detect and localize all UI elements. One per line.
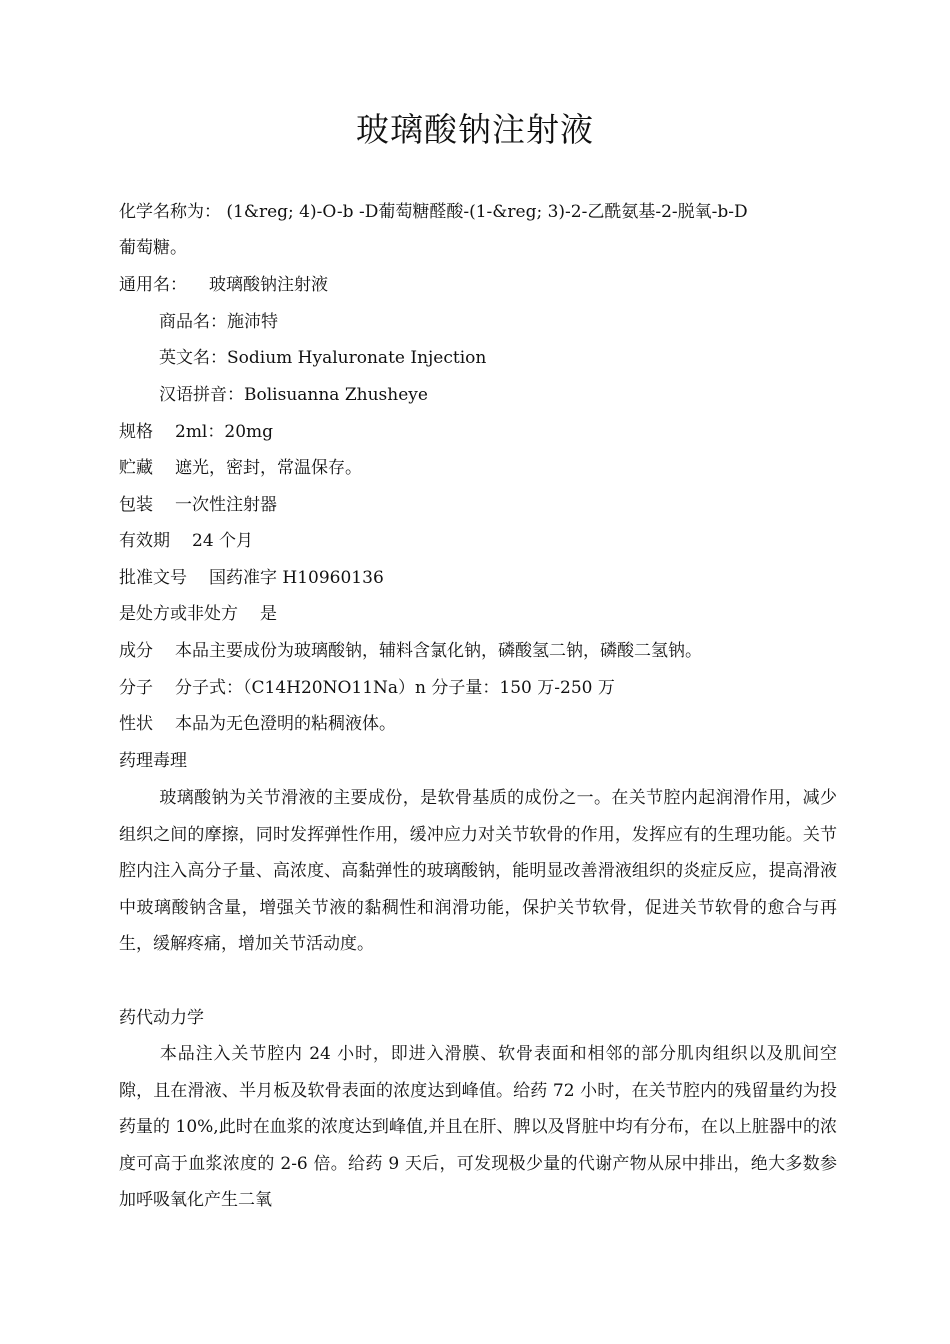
- pharmacology-heading: 药理毒理: [119, 751, 187, 771]
- generic-name-value: 玻璃酸钠注射液: [209, 275, 328, 295]
- generic-name-row: [119, 273, 849, 297]
- storage-row: [119, 456, 849, 480]
- package-row: [119, 493, 849, 517]
- appearance-value: 本品为无色澄明的粘稠液体。: [175, 714, 396, 734]
- pinyin-name: 汉语拼音：Bolisuanna Zhusheye: [159, 385, 428, 405]
- pharmacology-text: 玻璃酸钠为关节滑液的主要成份，是软骨基质的成份之一。在关节腔内起润滑作用，减少组织之间的摩擦，同时发挥弹性作用，缓冲应力对关节软骨的作用，发挥应有的生理功能。关节腔内注入高分子量、高浓度、高黏弹性的玻璃酸钠，能明显改善滑液组织的炎症反应，提高滑液中玻璃酸钠含量，增强关节液的黏稠性和润滑功能，保护关节软骨，促进关节软骨的愈合与再生，缓解疼痛，增加关节活动度。: [119, 788, 837, 955]
- pharmacokinetics-paragraph: [119, 1036, 837, 1219]
- storage-value: 遮光，密封，常温保存。: [175, 458, 362, 478]
- approval-value: 国药准字 H10960136: [209, 568, 384, 588]
- approval-row: [119, 566, 849, 590]
- english-name: 英文名：Sodium Hyaluronate Injection: [159, 348, 487, 368]
- pharmacology-paragraph: [119, 780, 837, 963]
- generic-name-label: 通用名：: [119, 275, 187, 295]
- ingredients-row: [119, 639, 849, 663]
- validity-value: 24 个月: [192, 531, 254, 551]
- document-title: 玻璃酸钠注射液: [356, 110, 594, 149]
- trade-name: 商品名：施沛特: [159, 312, 278, 332]
- chemical-name-line-1: 化学名称为： (1&reg; 4)-O-b -D葡萄糖醛酸-(1-&reg; 3)-2-乙酰氨基-2-脱氧-b-D: [119, 202, 748, 222]
- chemical-name-line-2: 葡萄糖。: [119, 238, 187, 258]
- molecule-row: [119, 676, 849, 700]
- appearance-label: 性状: [119, 714, 153, 734]
- package-label: 包装: [119, 495, 153, 515]
- prescription-label: 是处方或非处方: [119, 604, 238, 624]
- ingredients-value: 本品主要成份为玻璃酸钠，辅料含氯化钠，磷酸氢二钠，磷酸二氢钠。: [175, 641, 702, 661]
- approval-label: 批准文号: [119, 568, 187, 588]
- spec-label: 规格: [119, 422, 153, 442]
- molecule-label: 分子: [119, 678, 153, 698]
- prescription-row: [119, 602, 849, 626]
- package-value: 一次性注射器: [175, 495, 277, 515]
- storage-label: 贮藏: [119, 458, 153, 478]
- prescription-value: 是: [260, 604, 277, 624]
- ingredients-label: 成分: [119, 641, 153, 661]
- validity-row: [119, 529, 849, 553]
- spec-row: [119, 420, 849, 444]
- appearance-row: [119, 712, 849, 736]
- pharmacokinetics-text: 本品注入关节腔内 24 小时，即进入滑膜、软骨表面和相邻的部分肌肉组织以及肌间空隙，且在滑液、半月板及软骨表面的浓度达到峰值。给药 72 小时，在关节腔内的残留量约为投药量的 10%,此时在血浆的浓度达到峰值,并且在肝、脾以及肾脏中均有分布，在以上脏器中的浓度可高于血浆浓度的 2-6 倍。给药 9 天后，可发现极少量的代谢产物从尿中排出，绝大多数参加呼吸氧化产生二氧: [119, 1044, 837, 1211]
- spec-value: 2ml：20mg: [175, 422, 274, 442]
- molecule-value: 分子式：（C14H20NO11Na）n 分子量：150 万-250 万: [175, 678, 615, 698]
- pharmacokinetics-heading: 药代动力学: [119, 1008, 204, 1028]
- validity-label: 有效期: [119, 531, 170, 551]
